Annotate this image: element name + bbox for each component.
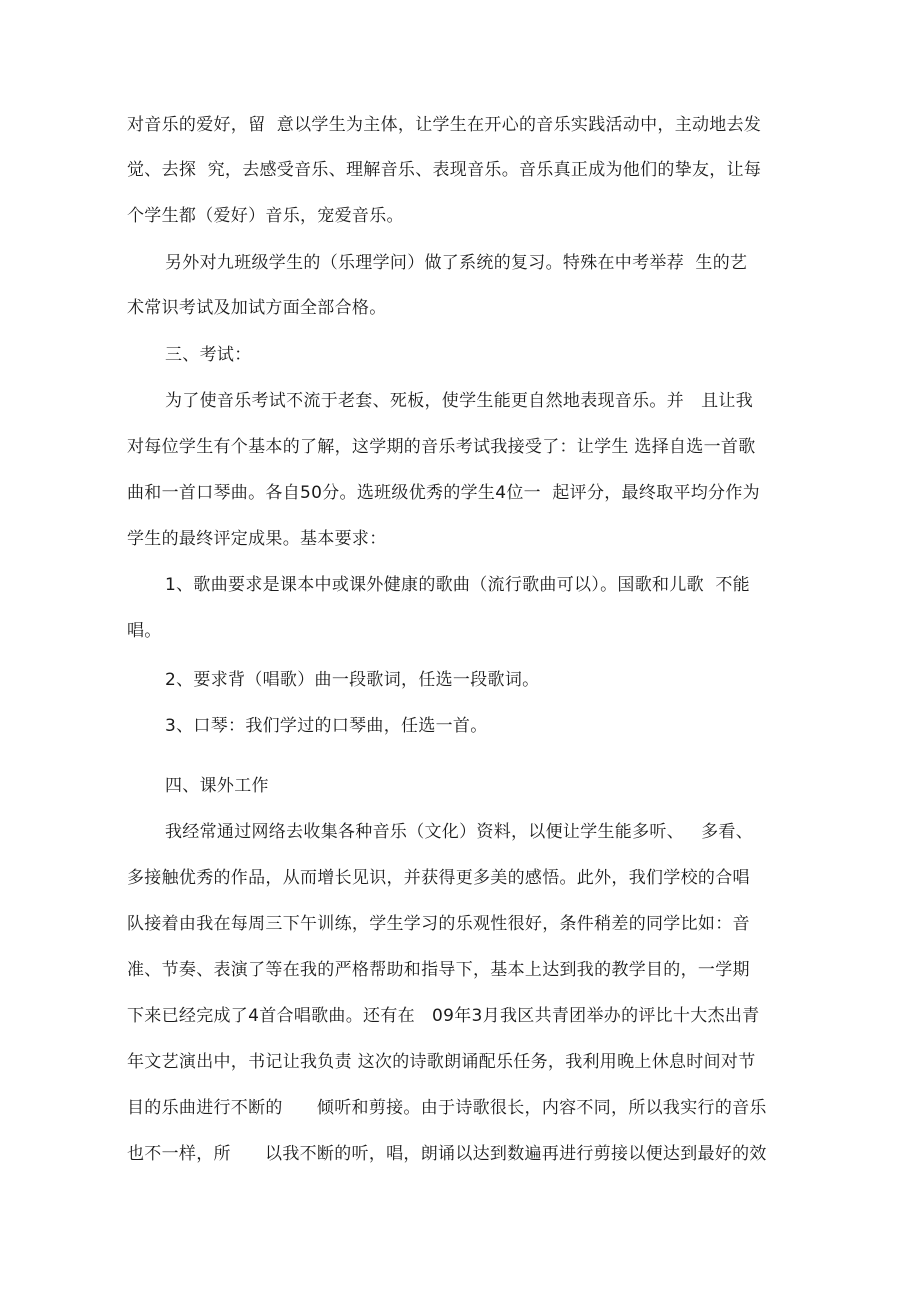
paragraph-2-line-2: 术常识考试及加试方面全部合格。: [127, 298, 387, 318]
section-heading-exam: 三、考试：: [165, 345, 252, 365]
paragraph-3-line-1: 为了使音乐考试不流于老套、死板，使学生能更自然地表现音乐。并 且让我: [165, 391, 754, 411]
paragraph-3-line-4: 学生的最终评定成果。基本要求：: [127, 529, 387, 549]
paragraph-1-line-2: 觉、去探 究，去感受音乐、理解音乐、表现音乐。音乐真正成为他们的挚友，让每: [127, 160, 762, 180]
paragraph-4-line-4: 准、节奏、表演了等在我的严格帮助和指导下，基本上达到我的教学目的，一学期: [127, 960, 750, 980]
paragraph-3-line-3: 曲和一首口琴曲。各自50分。选班级优秀的学生4位一 起评分，最终取平均分作为: [127, 483, 760, 503]
paragraph-4-line-3: 队接着由我在每周三下午训练，学生学习的乐观性很好，条件稍差的同学比如：音: [127, 914, 750, 934]
paragraph-4-line-5: 下来已经完成了4首合唱歌曲。还有在 09年3月我区共青团举办的评比十大杰出青: [127, 1006, 760, 1026]
paragraph-2-line-1: 另外对九班级学生的（乐理学问）做了系统的复习。特殊在中考举荐 生的艺: [165, 253, 748, 273]
requirement-1-line-2: 唱。: [127, 621, 162, 641]
requirement-3: 3、口琴：我们学过的口琴曲，任选一首。: [165, 716, 488, 736]
requirement-2: 2、要求背（唱歌）曲一段歌词，任选一段歌词。: [165, 670, 540, 690]
paragraph-4-line-6: 年文艺演出中，书记让我负责 这次的诗歌朗诵配乐任务，我利用晚上休息时间对节: [127, 1052, 756, 1072]
paragraph-4-line-8: 也不一样，所 以我不断的听，唱，朗诵以达到数遍再进行剪接以便达到最好的效: [127, 1144, 767, 1164]
paragraph-1-line-3: 个学生都（爱好）音乐，宠爱音乐。: [127, 206, 404, 226]
paragraph-1-line-1: 对音乐的爱好，留 意以学生为主体，让学生在开心的音乐实践活动中，主动地去发: [127, 115, 762, 135]
requirement-1-line-1: 1、歌曲要求是课本中或课外健康的歌曲（流行歌曲可以）。国歌和儿歌 不能: [165, 575, 750, 595]
paragraph-3-line-2: 对每位学生有个基本的了解，这学期的音乐考试我接受了：让学生 选择自选一首歌: [127, 437, 756, 457]
section-heading-extracurricular: 四、课外工作: [165, 776, 269, 796]
paragraph-4-line-2: 多接触优秀的作品，从而增长见识，并获得更多美的感悟。此外，我们学校的合唱: [127, 868, 750, 888]
paragraph-4-line-7: 目的乐曲进行不断的 倾听和剪接。由于诗歌很长，内容不同，所以我实行的音乐: [127, 1098, 767, 1118]
paragraph-4-line-1: 我经常通过网络去收集各种音乐（文化）资料，以便让学生能多听、 多看、: [165, 822, 754, 842]
